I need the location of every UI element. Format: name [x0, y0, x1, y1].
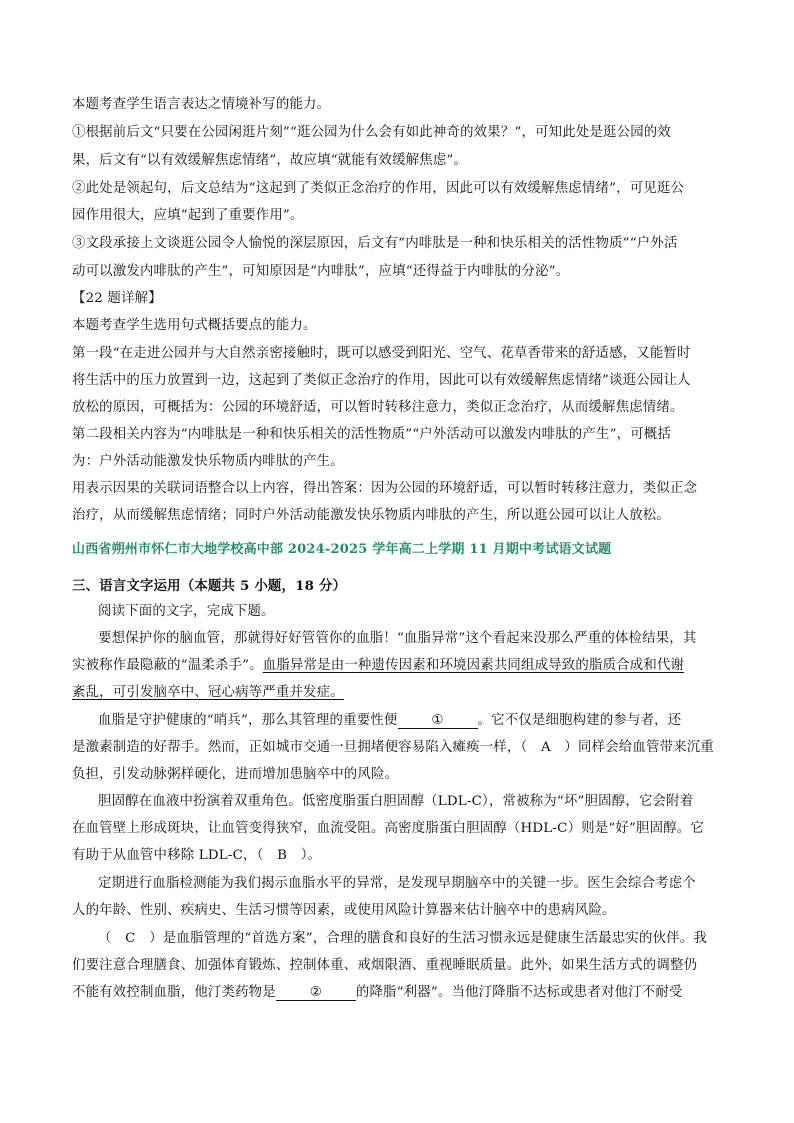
underlined-sentence-part1: 血脂异常是由一种遗传因素和环境因素共同组成导致的脂质合成和代谢 — [262, 658, 685, 673]
explain21-point2-line2: 园作用很大，应填“起到了重要作用”。 — [72, 208, 304, 223]
explain22-intro: 本题考查学生选用句式概括要点的能力。 — [72, 318, 317, 333]
passage-p3-line3: 有助于从血管中移除 LDL-C，（ B ）。 — [72, 848, 322, 863]
passage-p2-line1-post: 。它不仅是细胞构建的参与者，还 — [477, 713, 682, 728]
passage-p1-line2-text: 实被称作最隐蔽的“温柔杀手”。 — [72, 658, 263, 673]
underlined-sentence-part2: 紊乱，可引发脑卒中、冠心病等严重并发症。 — [72, 685, 344, 700]
passage-p3-line1: 胆固醇在血液中扮演着双重角色。低密度脂蛋白胆固醇（LDL-C），常被称为“坏”胆固醇，它会附着 — [98, 794, 694, 809]
explain21-intro: 本题考查学生语言表达之情境补写的能力。 — [72, 97, 331, 112]
explain22-summary1-line1: 第一段“在走进公园并与大自然亲密接触时，既可以感受到阳光、空气、花草香带来的舒适感，又能暂时 — [72, 346, 691, 361]
passage-p4-line1: 定期进行血脂检测能为我们揭示血脂水平的异常，是发现早期脑卒中的关键一步。医生会综合考虑个 — [98, 876, 696, 891]
section-instruction: 阅读下面的文字，完成下题。 — [98, 604, 275, 619]
explain22-summary1-line2: 将生活中的压力放置到一边，这起到了类似正念治疗的作用，因此可以有效缓解焦虑情绪”谈逛公园让人 — [72, 373, 691, 388]
fill-blank-2: ② — [276, 986, 356, 1001]
passage-p5-line3-pre: 不能有效控制血脂，他汀类药物是 — [72, 985, 276, 1000]
passage-p5-line2: 们要注意合理膳食、加强体育锻炼、控制体重、戒烟限酒、重视睡眠质量。此外，如果生活方式的调整仍 — [72, 958, 698, 973]
explain21-point1-line2: 果，后文有“以有效缓解焦虑情绪”，故应填“就能有效缓解焦虑”。 — [72, 153, 468, 168]
passage-p1-line3 — [72, 684, 344, 702]
explain21-point2-line1: ②此处是领起句，后文总结为“这起到了类似正念治疗的作用，因此可以有效缓解焦虑情绪”，可见逛公 — [72, 181, 685, 196]
passage-p2-line3: 负担，引发动脉粥样硬化，进而增加患脑卒中的风险。 — [72, 767, 399, 782]
passage-p3-line2: 在血管壁上形成斑块，让血管变得狭窄，血流受阻。高密度脂蛋白胆固醇（HDL-C）则是“好”胆固醇。它 — [72, 821, 704, 836]
passage-p2-line2: 是激素制造的好帮手。然而，正如城市交通一旦拥堵便容易陷入瘫痪一样，（ A ）同样会给血管带来沉重 — [72, 740, 714, 755]
passage-p1-line1: 要想保护你的脑血管，那就得好好管管你的血脂！“血脂异常”这个看起来没那么严重的体检结果，其 — [98, 631, 697, 646]
explain22-summary2-line1: 第二段相关内容为“内啡肽是一种和快乐相关的活性物质”“户外活动可以激发内啡肽的产生”，可概括 — [72, 427, 671, 442]
explain22-summary2-line2: 为：户外活动能激发快乐物质内啡肽的产生。 — [72, 454, 344, 469]
explain22-answer-line2: 治疗，从而缓解焦虑情绪；同时户外活动能激发快乐物质内啡肽的产生，所以逛公园可以让人放松。 — [72, 508, 670, 523]
passage-p5-line3-post: 的降脂“利器”。当他汀降脂不达标或患者对他汀不耐受 — [355, 985, 683, 1000]
fill-blank-1: ① — [398, 714, 478, 729]
exam-source-title: 山西省朔州市怀仁市大地学校高中部 2024-2025 学年高二上学期 11 月期中考试语文试题 — [72, 542, 612, 557]
passage-p5-line1: （ C ）是血脂管理的“首选方案”，合理的膳食和良好的生活习惯永远是健康生活最忠实的伙伴。我 — [98, 931, 707, 946]
passage-p4-line2: 人的年龄、性别、疾病史、生活习惯等因素，或使用风险计算器来估计脑卒中的患病风险。 — [72, 903, 616, 918]
explain22-summary1-line3: 放松的原因，可概括为：公园的环境舒适，可以暂时转移注意力，类似正念治疗，从而缓解焦虑情绪。 — [72, 400, 684, 415]
passage-p1-line2 — [72, 657, 684, 675]
passage-p5-line3 — [72, 984, 683, 1002]
explain22-answer-line1: 用表示因果的关联词语整合以上内容，得出答案：因为公园的环境舒适，可以暂时转移注意力，类似正念 — [72, 481, 698, 496]
explain21-point3-line1: ③文段承接上文谈逛公园令人愉悦的深层原因，后文有“内啡肽是一种和快乐相关的活性物质”“户外活 — [72, 236, 678, 251]
section-heading: 三、语言文字运用（本题共 5 小题，18 分） — [72, 578, 347, 594]
passage-p2-line1 — [98, 712, 681, 730]
explain22-heading: 【22 题详解】 — [72, 291, 162, 306]
passage-p2-line1-pre: 血脂是守护健康的“哨兵”，那么其管理的重要性便 — [98, 713, 398, 728]
explain21-point1-line1: ①根据前后文“只要在公园闲逛片刻”“逛公园为什么会有如此神奇的效果？”，可知此处是逛公园的效 — [72, 125, 671, 140]
explain21-point3-line2: 动可以激发内啡肽的产生”，可知原因是“内啡肽”，应填“还得益于内啡肽的分泌”。 — [72, 264, 570, 279]
